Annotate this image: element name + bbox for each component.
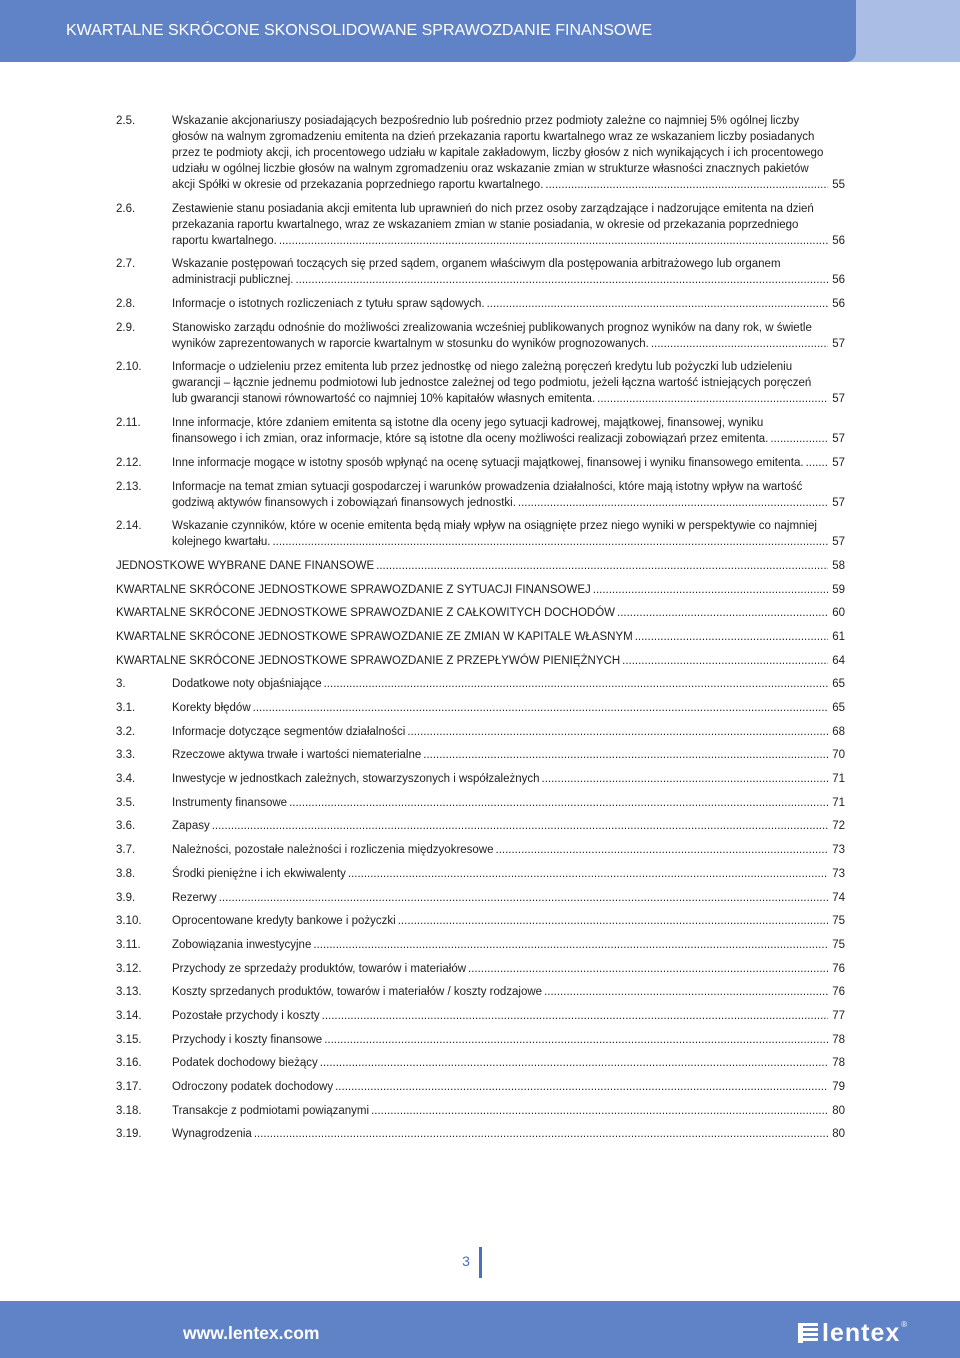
toc-entry-body [172,866,845,882]
toc-entry-last-line [116,629,845,645]
dot-leader [494,842,829,858]
toc-entry-number: 2.7. [116,258,136,271]
toc-section-heading[interactable] [116,582,845,598]
toc-entry-text-line: Odroczony podatek dochodowy [172,1081,334,1093]
toc-section-heading[interactable] [116,653,845,669]
toc-entry[interactable] [116,296,845,312]
toc-entry[interactable] [116,724,845,740]
toc-entry[interactable] [116,320,845,352]
dot-leader [369,1103,828,1119]
toc-entry-body [172,296,845,312]
toc-entry[interactable] [116,961,845,977]
toc-entry-last-line [172,296,845,312]
toc-page-number: 57 [832,337,845,350]
dot-leader [543,177,828,193]
toc-entry-text-line: Zobowiązania inwestycyjne [172,938,312,951]
toc-entry-last-line [116,582,845,598]
toc-page-number: 56 [832,274,845,287]
toc-entry-last-line [172,495,845,511]
toc-entry-body [172,700,845,716]
toc-entry[interactable] [116,913,845,929]
toc-entry[interactable] [116,415,845,447]
toc-page-number: 72 [832,820,845,833]
toc-entry-number: 3.11. [116,938,141,951]
toc-entry-body [172,1055,845,1071]
dot-leader [615,605,828,621]
toc-page-number: 73 [832,844,845,857]
toc-page-number: 71 [832,796,845,809]
toc-entry-number: 2.14. [116,520,142,533]
dot-leader [311,937,828,953]
toc-entry-text-line: Środki pieniężne i ich ekwiwalenty [172,867,346,880]
toc-entry-body [172,771,845,787]
toc-entry[interactable] [116,747,845,763]
dot-leader [374,558,828,574]
page-number: 3 [462,1253,470,1269]
toc-section-heading[interactable] [116,629,845,645]
toc-entry-number: 3.18. [116,1104,142,1117]
dot-leader [485,296,829,312]
toc-entry-text-line: wyników zaprezentowanych w raporcie kwartalnym w stosunku do wyników prognozowanych. [172,337,649,350]
toc-entry[interactable] [116,201,845,249]
dot-leader [277,233,828,249]
toc-entry-last-line [172,724,845,740]
page-header [0,0,960,62]
toc-entry-last-line [172,431,845,447]
toc-entry-number: 3.10. [116,915,142,928]
toc-page-number: 65 [832,678,845,691]
toc-entry-text-line: Zapasy [172,820,210,833]
toc-page-number: 68 [832,725,845,738]
toc-entry-body [172,747,845,763]
toc-page-number: 57 [832,496,845,509]
toc-entry-last-line [172,1126,845,1142]
page-number-divider [479,1247,482,1278]
toc-entry-body [116,558,845,574]
toc-entry[interactable] [116,1032,845,1048]
toc-entry-last-line [172,1032,845,1048]
dot-leader [270,534,828,550]
toc-entry-body [172,724,845,740]
toc-entry[interactable] [116,518,845,550]
toc-entry-number: 2.9. [116,321,136,334]
toc-page-number: 64 [832,654,845,667]
toc-entry-last-line [172,937,845,953]
toc-entry-last-line [172,700,845,716]
toc-entry-text-line: Podatek dochodowy bieżący [172,1057,318,1070]
dot-leader [346,866,828,882]
toc-entry-text-line: administracji publicznej. [172,274,294,287]
toc-page-number: 75 [832,915,845,928]
toc-entry-text-line: Przychody i koszty finansowe [172,1033,323,1046]
toc-entry-text-line: Koszty sprzedanych produktów, towarów i materiałów / koszty rodzajowe [172,986,543,999]
toc-page-number: 78 [832,1057,845,1070]
dot-leader [466,961,828,977]
toc-entry-last-line [172,177,845,193]
toc-entry-body [172,1008,845,1024]
toc-entry-body [172,1032,845,1048]
toc-entry-text-line: przez te podmioty akcji, ich procentowego udziału w kapitale zakładowym, liczby głosów z nich wynikających i ich procentowego [172,147,824,159]
toc-entry-body [172,984,845,1000]
toc-entry[interactable] [116,1126,845,1142]
toc-entry-text-line: KWARTALNE SKRÓCONE JEDNOSTKOWE SPRAWOZDANIE ZE ZMIAN W KAPITALE WŁASNYM [116,630,633,643]
toc-entry-text-line: Instrumenty finansowe [172,796,288,809]
toc-entry[interactable] [116,1103,845,1119]
toc-entry-body [172,913,845,929]
dot-leader [318,1055,828,1071]
lentex-logo-mark-icon [798,1323,818,1343]
toc-entry-text-line: Należności, pozostałe należności i rozliczenia międzyokresowe [172,844,494,857]
toc-entry-text-line: Informacje o istotnych rozliczeniach z tytułu spraw sądowych. [172,298,485,311]
toc-entry[interactable] [116,1055,845,1071]
toc-entry-text-line: przekazania raportu kwartalnego, wraz ze wskazaniem zmian w stanie posiadania, w okresie od przekazania poprzedniego [172,218,799,231]
toc-entry-body [172,842,845,858]
table-of-contents [116,113,845,1150]
toc-entry[interactable] [116,842,845,858]
toc-entry-body [116,629,845,645]
toc-entry-last-line [172,984,845,1000]
toc-entry[interactable] [116,795,845,811]
toc-entry-text-line: gwarancji – łącznie jednemu podmiotowi lub jednostce zależnej od tego podmiotu, jeżeli łączna wartość istniejących poręczeń [172,377,812,390]
toc-entry-text-line: Transakcje z podmiotami powiązanymi [172,1104,370,1117]
toc-page-number: 79 [832,1081,845,1093]
toc-entry-number: 2.8. [116,298,136,311]
toc-entry-body [172,455,845,471]
toc-page-number: 74 [832,891,845,904]
toc-page-number: 71 [832,773,845,786]
toc-entry-body [116,605,845,621]
toc-page-number: 57 [832,456,845,469]
toc-entry-text-line: Rzeczowe aktywa trwałe i wartości niematerialne [172,749,422,762]
toc-entry-number: 3.16. [116,1057,142,1070]
dot-leader [620,653,828,669]
toc-entry-number: 3.7. [116,844,136,857]
toc-page-number: 57 [832,536,845,549]
dot-leader [405,724,828,740]
toc-entry-text-line: Informacje o udzieleniu przez emitenta lub przez jednostkę od niego zależną poręczeń kredytu lub pożyczki lub udzieleniu [172,361,793,374]
toc-page-number: 76 [832,962,845,975]
toc-entry-last-line [172,747,845,763]
toc-entry-text-line: Wynagrodzenia [172,1128,252,1141]
toc-entry-last-line [172,233,845,249]
toc-entry-number: 3.1. [116,702,136,714]
dot-leader [591,582,828,598]
toc-entry-number: 2.6. [116,202,136,215]
toc-page-number: 58 [832,559,845,572]
toc-page-number: 59 [832,583,845,596]
toc-entry-body [172,113,845,193]
toc-entry-last-line [172,961,845,977]
toc-page-number: 55 [832,179,845,191]
toc-entry-body [172,818,845,834]
toc-page-number: 56 [832,298,845,311]
dot-leader [322,676,829,692]
toc-entry-text-line: finansowego i ich zmian, oraz informacje, które są istotne dla oceny możliwości realizacji zobowiązań przez emitenta. [172,433,769,446]
dot-leader [333,1079,828,1095]
dot-leader [768,431,828,447]
toc-entry-number: 3.8. [116,867,136,880]
toc-entry-text-line: KWARTALNE SKRÓCONE JEDNOSTKOWE SPRAWOZDANIE Z CAŁKOWITYCH DOCHODÓW [116,607,616,620]
toc-page-number: 75 [832,938,845,951]
toc-entry-text-line: Informacje na temat zmian sytuacji gospodarczej i warunków prowadzenia działalności, które mają istotny wpływ na wartość [172,480,803,493]
toc-entry-number: 3.2. [116,725,136,738]
lentex-logo [798,1321,907,1345]
toc-page-number: 61 [832,630,845,643]
toc-page-number: 78 [832,1033,845,1046]
dot-leader [320,1008,829,1024]
toc-entry-text-line: Inne informacje, które zdaniem emitenta są istotne dla oceny jego sytuacji kadrowej, majątkowej, finansowej, wyniku [172,417,764,430]
website-link[interactable]: www.lentex.com [183,1323,320,1343]
toc-entry[interactable] [116,890,845,906]
toc-entry-number: 3. [116,678,126,691]
toc-page-number: 70 [832,749,845,762]
toc-entry-last-line [172,1103,845,1119]
toc-entry-text-line: Korekty błędów [172,702,251,714]
toc-entry-last-line [172,1055,845,1071]
toc-entry-body [172,320,845,352]
toc-entry-text-line: Wskazanie czynników, które w ocenie emitenta będą miały wpływ na osiągnięte przez niego wyniki w perspektywie co najmniej [172,520,817,533]
toc-entry-text-line: Inne informacje mogące w istotny sposób wpłynąć na ocenę sytuacji majątkowej, finansowej i wyniku finansowego emitenta. [172,456,804,469]
toc-entry-number: 3.14. [116,1009,142,1022]
dot-leader [322,1032,828,1048]
dot-leader [649,336,828,352]
toc-entry-text-line: Stanowisko zarządu odnośnie do możliwości zrealizowania wcześniej publikowanych prognoz wyników na dany rok, w świetle [172,321,812,334]
toc-entry-body [172,518,845,550]
toc-entry-text-line: lub gwarancji stanowi równowartość co najmniej 10% kapitałów własnych emitenta. [172,393,596,406]
dot-leader [251,700,829,716]
toc-entry-text-line: JEDNOSTKOWE WYBRANE DANE FINANSOWE [116,559,375,572]
toc-entry-text-line: raportu kwartalnego. [172,234,277,247]
toc-page-number: 77 [832,1009,845,1022]
toc-page-number: 73 [832,867,845,880]
toc-entry-number: 2.13. [116,480,142,493]
toc-entry-last-line [116,653,845,669]
toc-entry-text-line: kolejnego kwartału. [172,536,271,549]
toc-entry-last-line [172,272,845,288]
toc-entry-text-line: godziwą aktywów finansowych i zobowiązań finansowych jednostki. [172,496,516,509]
toc-entry-number: 3.19. [116,1128,142,1141]
toc-entry-last-line [172,913,845,929]
toc-entry[interactable] [116,937,845,953]
toc-entry[interactable] [116,113,845,193]
dot-leader [804,455,829,471]
toc-entry-number: 3.15. [116,1033,142,1046]
toc-entry-last-line [172,391,845,407]
toc-page-number: 56 [832,234,845,247]
logo-wordmark: lentex [822,1319,901,1347]
dot-leader [217,890,828,906]
toc-entry-last-line [116,558,845,574]
toc-entry[interactable] [116,479,845,511]
toc-entry-number: 3.9. [116,891,136,904]
toc-entry-text-line: akcji Spółki w okresie od przekazania poprzedniego raportu kwartalnego. [172,179,544,191]
toc-entry[interactable] [116,359,845,407]
toc-entry-last-line [172,818,845,834]
toc-entry-text-line: Oprocentowane kredyty bankowe i pożyczki [172,915,396,928]
toc-entry-text-line: Wskazanie akcjonariuszy posiadających bezpośrednio lub pośrednio przez podmioty zależne co najmniej 5% ogólnej liczby [172,115,800,127]
toc-entry-number: 3.17. [116,1081,142,1093]
toc-entry-body [172,937,845,953]
toc-entry-body [172,479,845,511]
toc-entry-text-line: KWARTALNE SKRÓCONE JEDNOSTKOWE SPRAWOZDANIE Z SYTUACJI FINANSOWEJ [116,583,591,596]
toc-entry-body [172,676,845,692]
toc-entry-last-line [172,336,845,352]
toc-entry-body [172,890,845,906]
toc-entry[interactable] [116,771,845,787]
toc-page-number: 80 [832,1128,845,1141]
toc-entry-number: 3.5. [116,796,136,809]
toc-entry[interactable] [116,866,845,882]
toc-entry-text-line: Inwestycje w jednostkach zależnych, stowarzyszonych i współzależnych [172,773,540,786]
toc-entry-body [172,1079,845,1095]
toc-entry-body [172,1103,845,1119]
toc-entry-text-line: Informacje dotyczące segmentów działalności [172,725,406,738]
toc-entry-number: 3.13. [116,986,142,999]
toc-entry-text-line: KWARTALNE SKRÓCONE JEDNOSTKOWE SPRAWOZDANIE Z PRZEPŁYWÓW PIENIĘŻNYCH [116,654,621,667]
toc-entry-body [172,961,845,977]
toc-entry-text-line: Pozostałe przychody i koszty [172,1009,320,1022]
toc-entry-number: 3.3. [116,749,136,762]
toc-page-number: 57 [832,433,845,446]
toc-entry[interactable] [116,984,845,1000]
dot-leader [633,629,828,645]
toc-entry[interactable] [116,1079,845,1095]
toc-entry-text-line: Przychody ze sprzedaży produktów, towarów i materiałów [172,962,467,975]
dot-leader [542,984,828,1000]
dot-leader [540,771,829,787]
toc-entry-last-line [172,1008,845,1024]
toc-page-number: 57 [832,393,845,406]
toc-entry[interactable] [116,1008,845,1024]
dot-leader [293,272,828,288]
dot-leader [595,391,828,407]
toc-entry[interactable] [116,700,845,716]
dot-leader [252,1126,828,1142]
toc-entry-number: 2.12. [116,456,142,469]
toc-page-number: 65 [832,702,845,714]
toc-entry-last-line [172,1079,845,1095]
toc-entry-number: 2.10. [116,361,142,374]
toc-entry-number: 2.11. [116,417,141,430]
toc-entry-last-line [172,890,845,906]
toc-entry-number: 3.6. [116,820,136,833]
toc-entry-text-line: Rezerwy [172,891,217,904]
toc-entry-body [116,582,845,598]
toc-entry-last-line [172,771,845,787]
dot-leader [396,913,828,929]
dot-leader [287,795,828,811]
toc-entry-body [172,1126,845,1142]
toc-entry-text-line: Zestawienie stanu posiadania akcji emitenta lub uprawnień do nich przez osoby zarządzające i nadzorujące emitenta na dzień [172,202,814,215]
toc-entry-number: 2.5. [116,115,136,127]
page-footer [0,1301,960,1358]
toc-entry-number: 3.12. [116,962,142,975]
toc-entry[interactable] [116,676,845,692]
toc-entry-last-line [172,795,845,811]
toc-entry[interactable] [116,818,845,834]
dot-leader [516,495,828,511]
toc-entry-last-line [172,676,845,692]
toc-entry-last-line [172,842,845,858]
toc-entry-body [172,359,845,407]
toc-entry-number: 3.4. [116,773,136,786]
toc-entry-body [172,795,845,811]
dot-leader [210,818,828,834]
toc-entry-body [172,201,845,249]
toc-page-number: 60 [832,607,845,620]
toc-entry[interactable] [116,455,845,471]
toc-section-heading[interactable] [116,558,845,574]
toc-entry-text-line: Dodatkowe noty objaśniające [172,678,322,691]
toc-page-number: 80 [832,1104,845,1117]
toc-entry-text-line: udziału w ogólnej liczbie głosów na walnym zgromadzeniu oraz wskazanie zmian w strukturze własności znacznych pakietów [172,163,809,175]
toc-entry-last-line [172,866,845,882]
toc-entry-last-line [172,455,845,471]
toc-section-heading[interactable] [116,605,845,621]
toc-entry-text-line: głosów na walnym zgromadzeniu emitenta na dzień przekazania raportu kwartalnego wraz ze wskazaniem liczby posiadanych [172,131,815,143]
registered-mark: ® [901,1320,908,1329]
toc-entry-last-line [172,534,845,550]
toc-entry-body [172,415,845,447]
document-title: KWARTALNE SKRÓCONE SKONSOLIDOWANE SPRAWOZDANIE FINANSOWE [66,22,653,39]
toc-page-number: 76 [832,986,845,999]
toc-entry-body [172,256,845,288]
toc-entry-body [116,653,845,669]
toc-entry-text-line: Wskazanie postępowań toczących się przed sądem, organem właściwym dla postępowania arbitrażowego lub organem [172,258,781,271]
dot-leader [421,747,828,763]
toc-entry[interactable] [116,256,845,288]
toc-entry-last-line [116,605,845,621]
